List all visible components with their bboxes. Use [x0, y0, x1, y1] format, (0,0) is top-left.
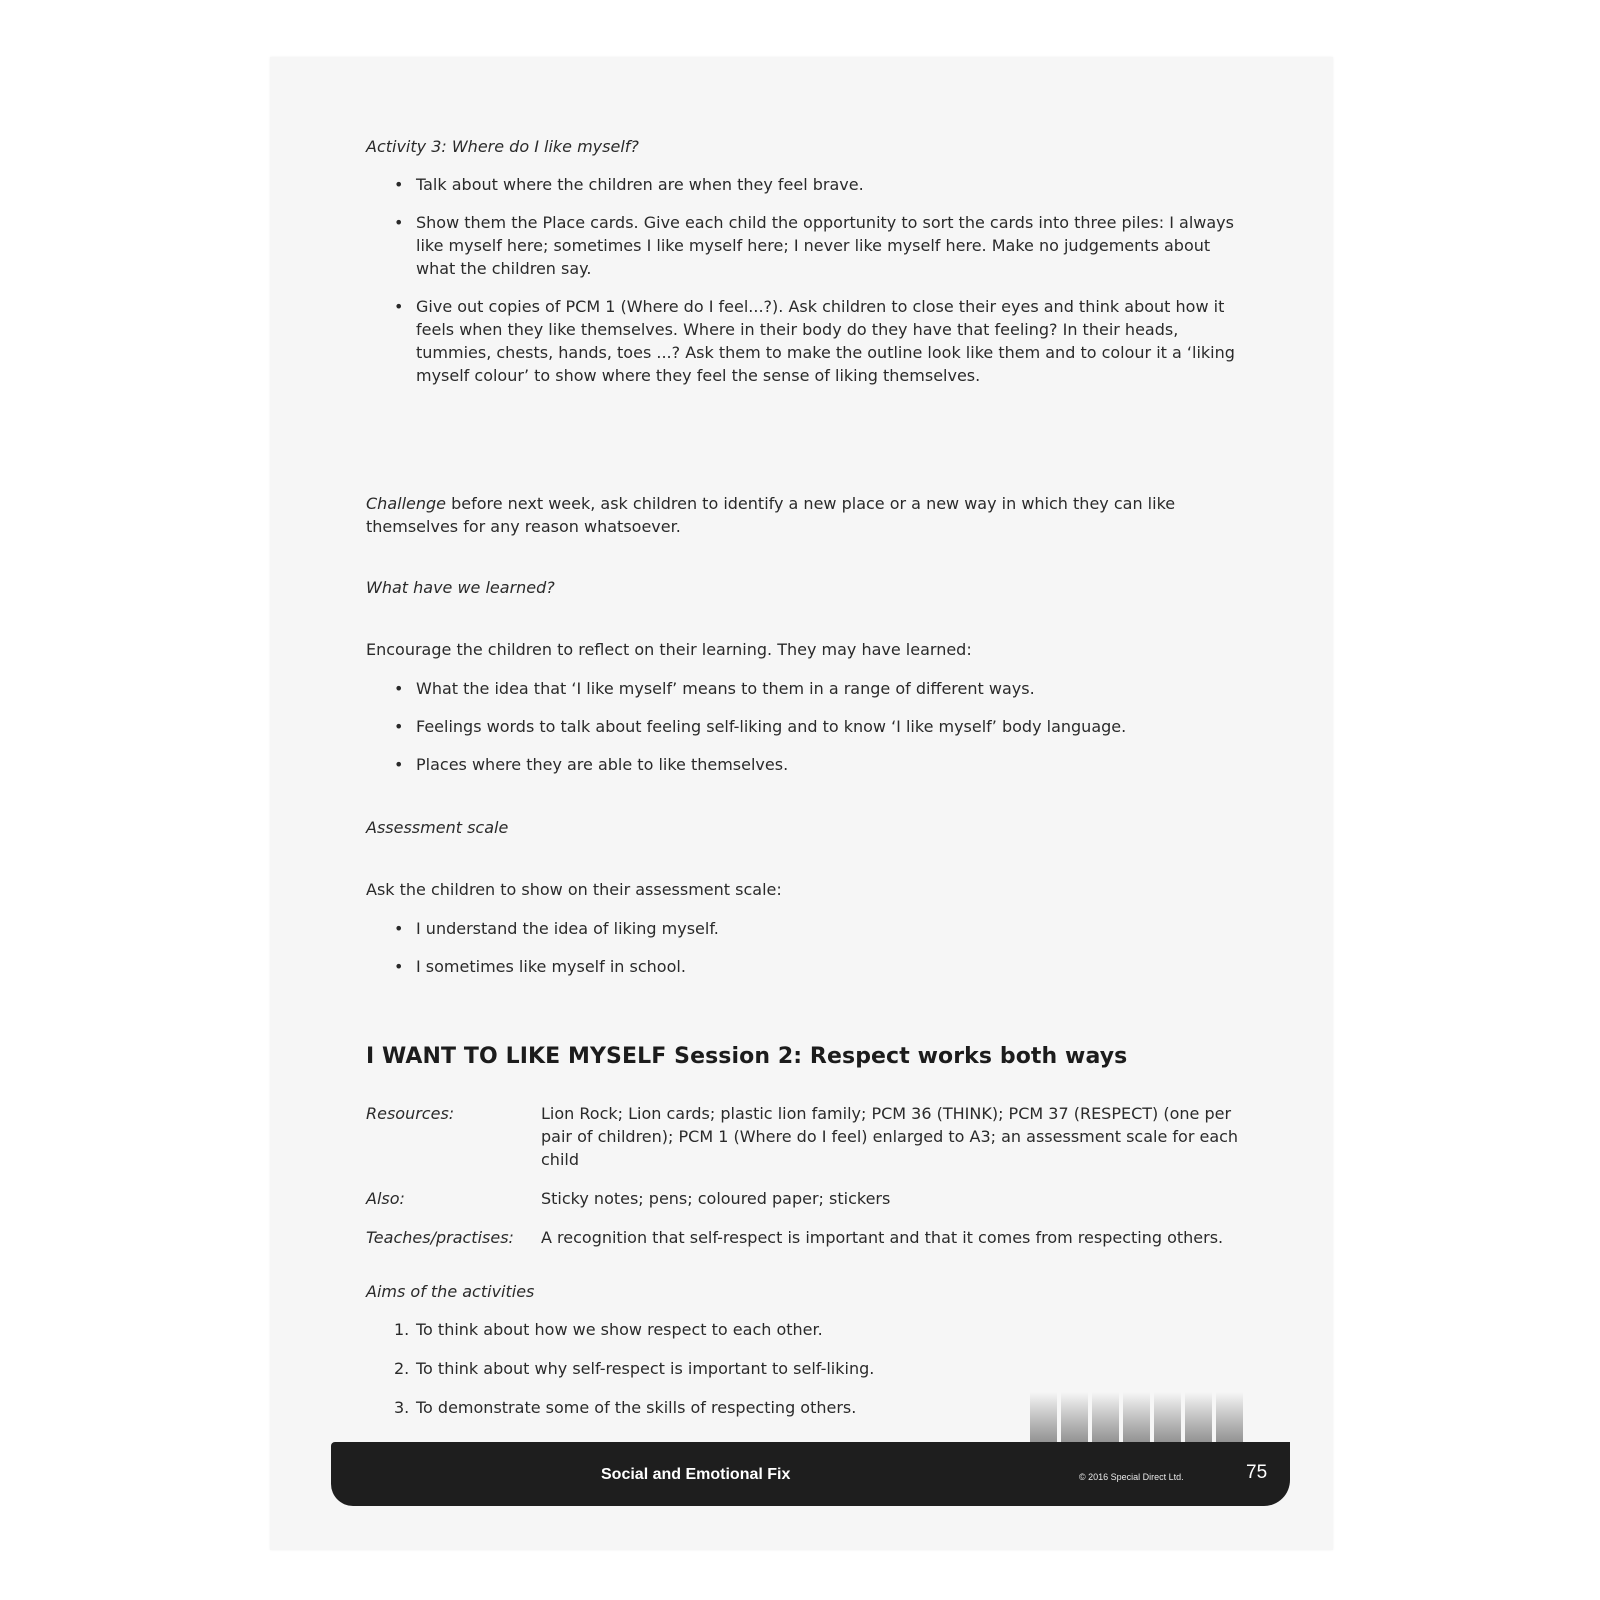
- document-page: [270, 57, 1333, 1550]
- aims-heading: Aims of the activities: [366, 1282, 535, 1301]
- also-label: Also:: [366, 1189, 405, 1208]
- footer-bar: [331, 1442, 1290, 1506]
- assessment-bullets: [394, 917, 1254, 993]
- page-number: 75: [1246, 1462, 1268, 1483]
- aim-text: To think about how we show respect to each other.: [416, 1320, 823, 1339]
- aim-number: 3.: [394, 1398, 410, 1417]
- list-item: [394, 1318, 1254, 1341]
- assessment-intro: Ask the children to show on their assessment scale:: [366, 880, 782, 899]
- list-item: • I understand the idea of liking myself.: [394, 917, 1254, 940]
- footer-copyright: © 2016 Special Direct Ltd.: [1079, 1472, 1184, 1482]
- session-title: I WANT TO LIKE MYSELF Session 2: Respect works both ways: [366, 1044, 1128, 1069]
- aim-text: To think about why self-respect is important to self-liking.: [416, 1359, 875, 1378]
- learned-bullets: [394, 677, 1254, 791]
- teaches-label: Teaches/practises:: [366, 1228, 514, 1247]
- learned-heading: What have we learned?: [366, 578, 555, 597]
- learned-intro: Encourage the children to reflect on their learning. They may have learned:: [366, 640, 972, 659]
- challenge-paragraph: [366, 492, 1246, 538]
- list-item: • I sometimes like myself in school.: [394, 955, 1254, 978]
- list-item: • Feelings words to talk about feeling self-liking and to know ‘I like myself’ body language.: [394, 715, 1254, 738]
- also-value: Sticky notes; pens; coloured paper; stickers: [541, 1189, 891, 1208]
- activity-3-bullets: [394, 173, 1254, 402]
- resources-label: Resources:: [366, 1104, 455, 1123]
- activity-3-heading: Activity 3: Where do I like myself?: [366, 137, 639, 156]
- list-item: • Show them the Place cards. Give each child the opportunity to sort the cards into three piles: I always like myself here; sometimes I like myself here; I never like myself here. Make no judgements about what the children say.: [394, 211, 1254, 280]
- list-item: • Give out copies of PCM 1 (Where do I feel...?). Ask children to close their eyes and think about how it feels when they like themselves. Where in their body do they have that feeling? In their heads, tummies, chests, hands, toes ...? Ask them to make the outline look like them and to colour it a ‘liking myself colour’ to show where they feel the sense of liking themselves.: [394, 295, 1254, 387]
- list-item: [394, 1357, 1254, 1380]
- list-item: • Places where they are able to like themselves.: [394, 753, 1254, 776]
- aim-number: 2.: [394, 1359, 410, 1378]
- resources-value: Lion Rock; Lion cards; plastic lion family; PCM 36 (THINK); PCM 37 (RESPECT) (one per pair of children); PCM 1 (Where do I feel) enlarged to A3; an assessment scale for each child: [541, 1104, 1239, 1169]
- list-item: • What the idea that ‘I like myself’ means to them in a range of different ways.: [394, 677, 1254, 700]
- list-item: • Talk about where the children are when they feel brave.: [394, 173, 1254, 196]
- assessment-heading: Assessment scale: [366, 818, 509, 837]
- challenge-label: Challenge: [366, 494, 446, 513]
- footer-title: Social and Emotional Fix: [601, 1466, 791, 1483]
- teaches-value: A recognition that self-respect is important and that it comes from respecting others.: [541, 1228, 1224, 1247]
- challenge-text: before next week, ask children to identify a new place or a new way in which they can like themselves for any reason whatsoever.: [366, 494, 1176, 536]
- aim-number: 1.: [394, 1320, 410, 1339]
- aim-text: To demonstrate some of the skills of respecting others.: [416, 1398, 857, 1417]
